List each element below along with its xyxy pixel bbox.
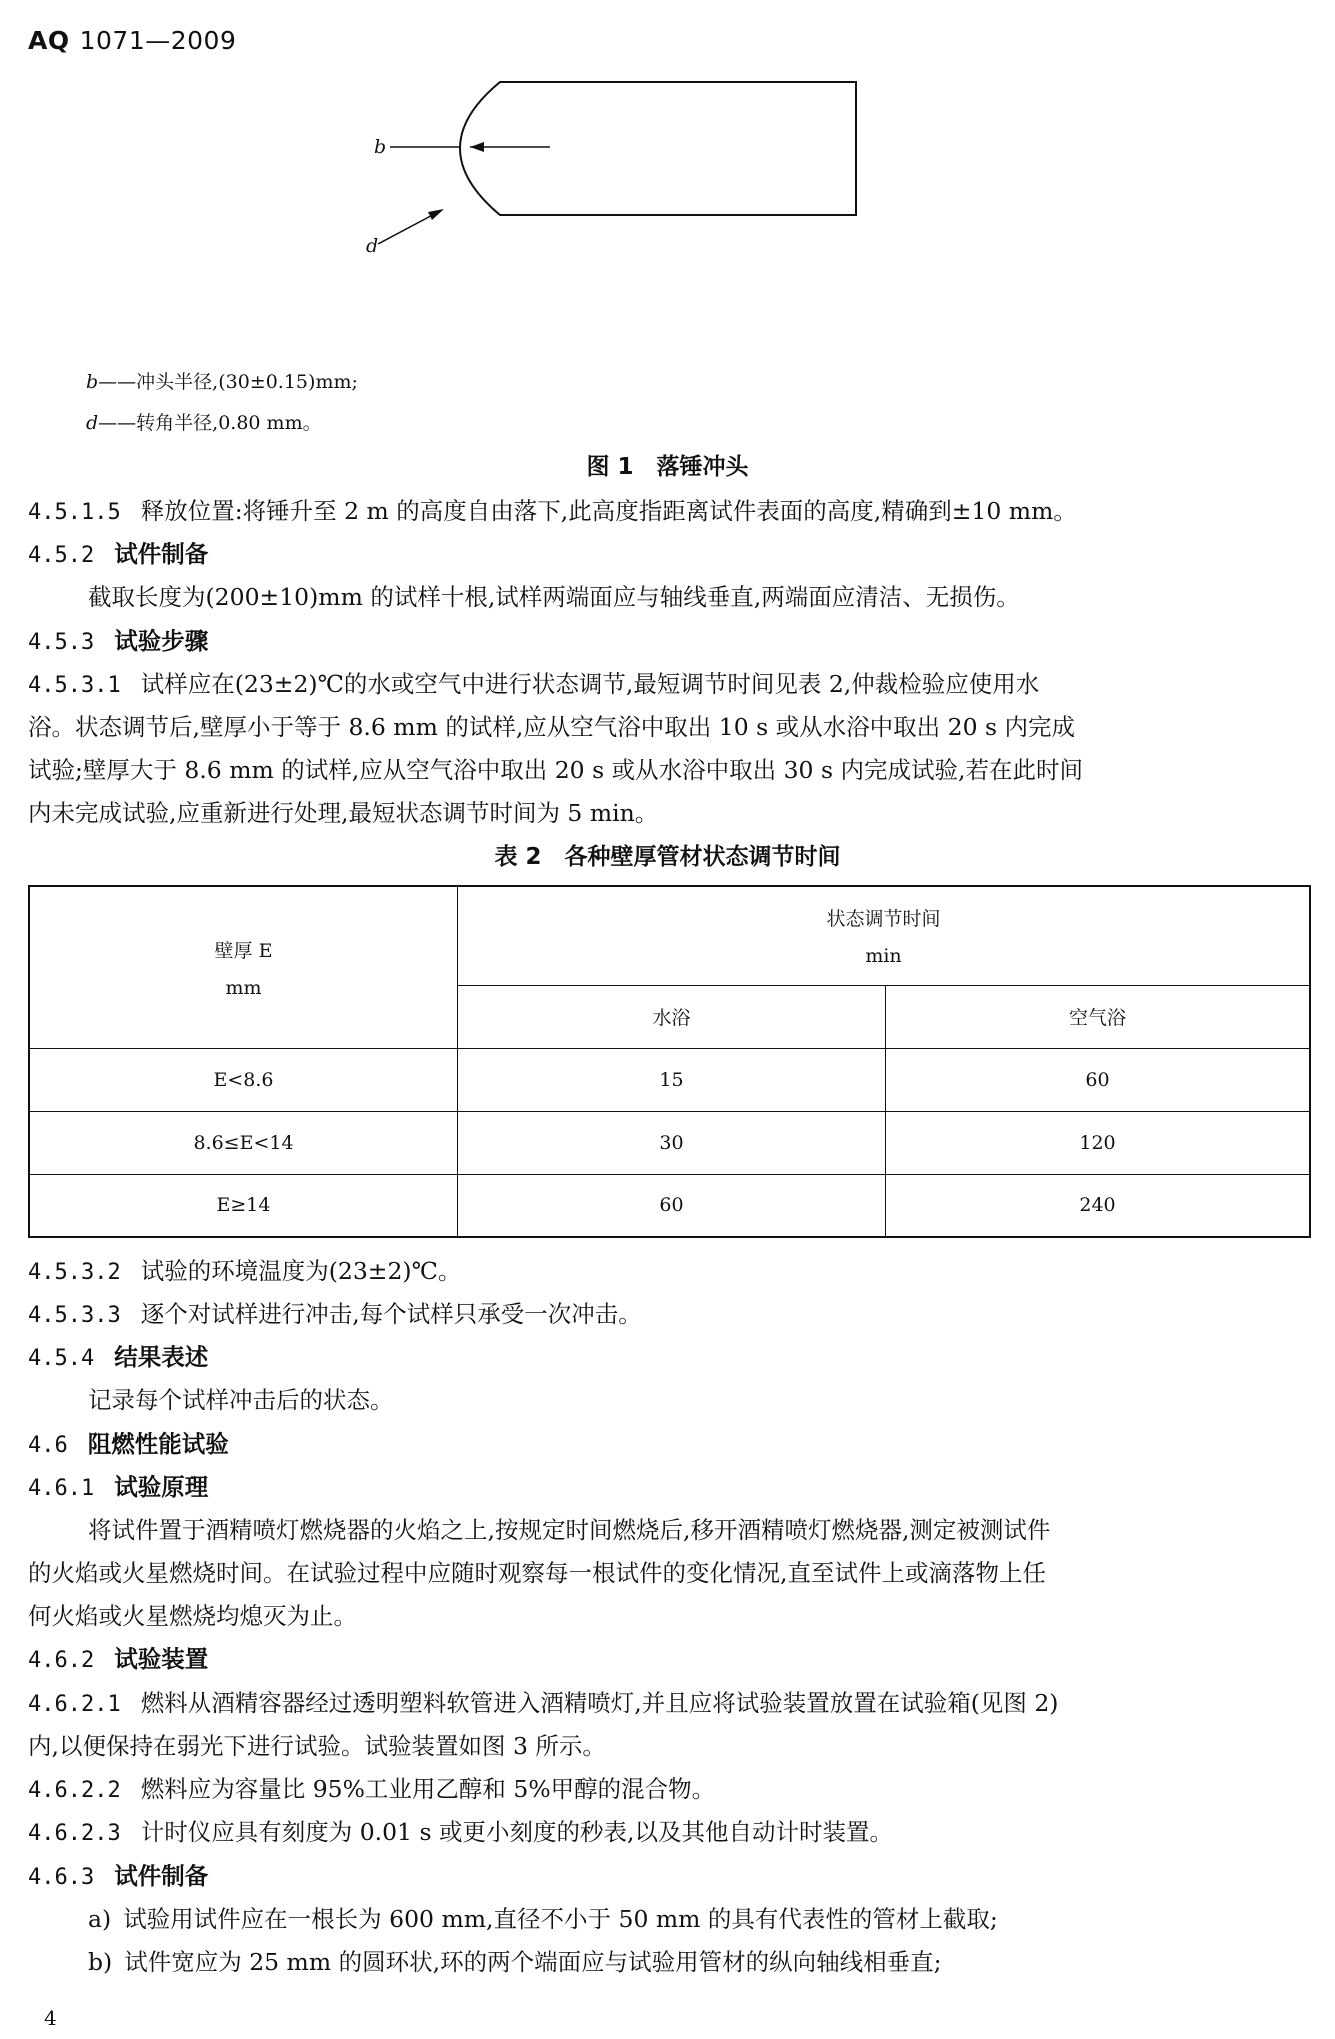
thickness-cell: E≥14 — [29, 1174, 458, 1237]
section-title: 试验装置 — [114, 1645, 209, 1673]
clause-text: 试样应在(23±2)℃的水或空气中进行状态调节,最短调节时间见表 2,仲裁检验应使用水 — [140, 670, 1040, 698]
clause-4-5-3-1-line-2: 浴。状态调节后,壁厚小于等于 8.6 mm 的试样,应从空气浴中取出 10 s 或从水浴中取出 20 s 内完成 — [28, 713, 1076, 741]
section-title: 试验步骤 — [114, 627, 209, 655]
clause-text: 释放位置:将锤升至 2 m 的高度自由落下,此高度指距离试件表面的高度,精确到±10 mm。 — [140, 497, 1077, 525]
clause-number: 4.5.3.2 — [28, 1260, 121, 1285]
heading-4-5-4 — [28, 1338, 208, 1372]
label-d: d — [366, 235, 379, 257]
heading-4-6-1 — [28, 1468, 208, 1502]
label-b: b — [374, 136, 387, 158]
clause-number: 4.5.1.5 — [28, 500, 121, 525]
table-row — [29, 1048, 1310, 1111]
water-bath-cell: 30 — [458, 1111, 886, 1174]
item-text: 试验用试件应在一根长为 600 mm,直径不小于 50 mm 的具有代表性的管材上截取; — [123, 1905, 998, 1933]
section-title: 试件制备 — [114, 1862, 209, 1890]
wall-thickness-header — [29, 886, 458, 1048]
document-header — [28, 26, 236, 55]
clause-number: 4.5.4 — [28, 1346, 95, 1371]
heading-4-5-3 — [28, 622, 208, 656]
clause-number: 4.5.3.1 — [28, 673, 121, 698]
standard-code: AQ — [28, 26, 70, 55]
legend-text: ——冲头半径,(30±0.15)mm; — [98, 371, 358, 393]
clause-text: 逐个对试样进行冲击,每个试样只承受一次冲击。 — [140, 1300, 642, 1328]
air-bath-header: 空气浴 — [886, 985, 1311, 1048]
paragraph-4-6-1-line-2: 的火焰或火星燃烧时间。在试验过程中应随时观察每一根试件的变化情况,直至试件上或滴落物上任 — [28, 1559, 1046, 1587]
clause-4-5-3-3 — [28, 1295, 642, 1329]
section-title: 结果表述 — [114, 1343, 209, 1371]
radius-arrow-head — [470, 142, 484, 152]
section-title: 阻燃性能试验 — [87, 1430, 229, 1458]
paragraph-4-6-1-line-3: 何火焰或火星燃烧均熄灭为止。 — [28, 1602, 357, 1630]
clause-4-5-3-1-line-1 — [28, 665, 1039, 699]
legend-item-d — [86, 408, 322, 435]
group-header-label: 状态调节时间 — [826, 908, 941, 931]
clause-number: 4.6.2.2 — [28, 1778, 121, 1803]
item-label: b) — [88, 1948, 113, 1976]
conditioning-time-table — [28, 885, 1311, 1238]
item-label: a) — [88, 1905, 112, 1933]
clause-number: 4.6.2.3 — [28, 1821, 121, 1846]
paragraph-4-5-2: 截取长度为(200±10)mm 的试样十根,试样两端面应与轴线垂直,两端面应清洁、无损伤。 — [88, 583, 1020, 611]
air-bath-cell: 120 — [886, 1111, 1311, 1174]
clause-text: 燃料应为容量比 95%工业用乙醇和 5%甲醇的混合物。 — [140, 1775, 716, 1803]
section-title: 试件制备 — [114, 540, 209, 568]
heading-4-6 — [28, 1425, 229, 1459]
conditioning-time-header — [458, 886, 1311, 985]
clause-text: 计时仪应具有刻度为 0.01 s 或更小刻度的秒表,以及其他自动计时装置。 — [140, 1818, 893, 1846]
legend-item-b — [86, 367, 358, 394]
clause-number: 4.6.3 — [28, 1865, 95, 1890]
heading-4-6-2 — [28, 1640, 208, 1674]
col-header-label: 壁厚 E — [214, 939, 273, 962]
water-bath-cell: 60 — [458, 1174, 886, 1237]
heading-4-6-3 — [28, 1857, 208, 1891]
clause-text: 试验的环境温度为(23±2)℃。 — [140, 1257, 462, 1285]
air-bath-cell: 60 — [886, 1048, 1311, 1111]
legend-symbol: d — [86, 412, 99, 434]
group-header-unit: min — [865, 945, 902, 968]
paragraph-4-6-1-line-1: 将试件置于酒精喷灯燃烧器的火焰之上,按规定时间燃烧后,移开酒精喷灯燃烧器,测定被测试件 — [88, 1516, 1051, 1544]
air-bath-cell: 240 — [886, 1174, 1311, 1237]
clause-number: 4.6.2 — [28, 1648, 95, 1673]
clause-4-6-2-1-line-2: 内,以便保持在弱光下进行试验。试验装置如图 3 所示。 — [28, 1732, 606, 1760]
section-title: 试验原理 — [114, 1473, 209, 1501]
clause-number: 4.6 — [28, 1433, 68, 1458]
table-row — [29, 1111, 1310, 1174]
clause-4-5-3-1-line-3: 试验;壁厚大于 8.6 mm 的试样,应从空气浴中取出 20 s 或从水浴中取出 30 s 内完成试验,若在此时间 — [28, 756, 1083, 784]
clause-4-6-2-1-line-1 — [28, 1684, 1058, 1718]
list-item-a — [88, 1900, 998, 1934]
clause-text: 燃料从酒精容器经过透明塑料软管进入酒精喷灯,并且应将试验装置放置在试验箱(见图 2) — [140, 1689, 1059, 1717]
paragraph-4-5-4: 记录每个试样冲击后的状态。 — [88, 1386, 394, 1414]
water-bath-cell: 15 — [458, 1048, 886, 1111]
clause-number: 4.6.2.1 — [28, 1692, 121, 1717]
clause-number: 4.5.3.3 — [28, 1303, 121, 1328]
water-bath-header: 水浴 — [458, 985, 886, 1048]
clause-4-5-3-2 — [28, 1252, 461, 1286]
clause-number: 4.5.2 — [28, 543, 95, 568]
table-header-row — [29, 886, 1310, 985]
list-item-b — [88, 1943, 942, 1977]
clause-4-6-2-3 — [28, 1813, 893, 1847]
clause-4-6-2-2 — [28, 1770, 715, 1804]
d-arrow-head — [428, 209, 444, 220]
clause-number: 4.6.1 — [28, 1476, 95, 1501]
table-row — [29, 1174, 1310, 1237]
thickness-cell: E<8.6 — [29, 1048, 458, 1111]
thickness-cell: 8.6≤E<14 — [29, 1111, 458, 1174]
figure-caption: 图 1 落锤冲头 — [586, 454, 749, 480]
clause-number: 4.5.3 — [28, 630, 95, 655]
legend-symbol: b — [86, 371, 99, 393]
page-number: 4 — [44, 2006, 57, 2030]
hammer-outline — [460, 82, 856, 215]
col-header-unit: mm — [225, 976, 262, 999]
clause-4-5-3-1-line-4: 内未完成试验,应重新进行处理,最短状态调节时间为 5 min。 — [28, 799, 659, 827]
table-caption: 表 2 各种壁厚管材状态调节时间 — [494, 844, 841, 870]
legend-text: ——转角半径,0.80 mm。 — [98, 412, 322, 434]
item-text: 试件宽应为 25 mm 的圆环状,环的两个端面应与试验用管材的纵向轴线相垂直; — [124, 1948, 942, 1976]
standard-number: 1071—2009 — [79, 26, 237, 55]
heading-4-5-2 — [28, 535, 208, 569]
hammer-head-figure — [366, 80, 880, 330]
clause-4-5-1-5 — [28, 492, 1077, 526]
